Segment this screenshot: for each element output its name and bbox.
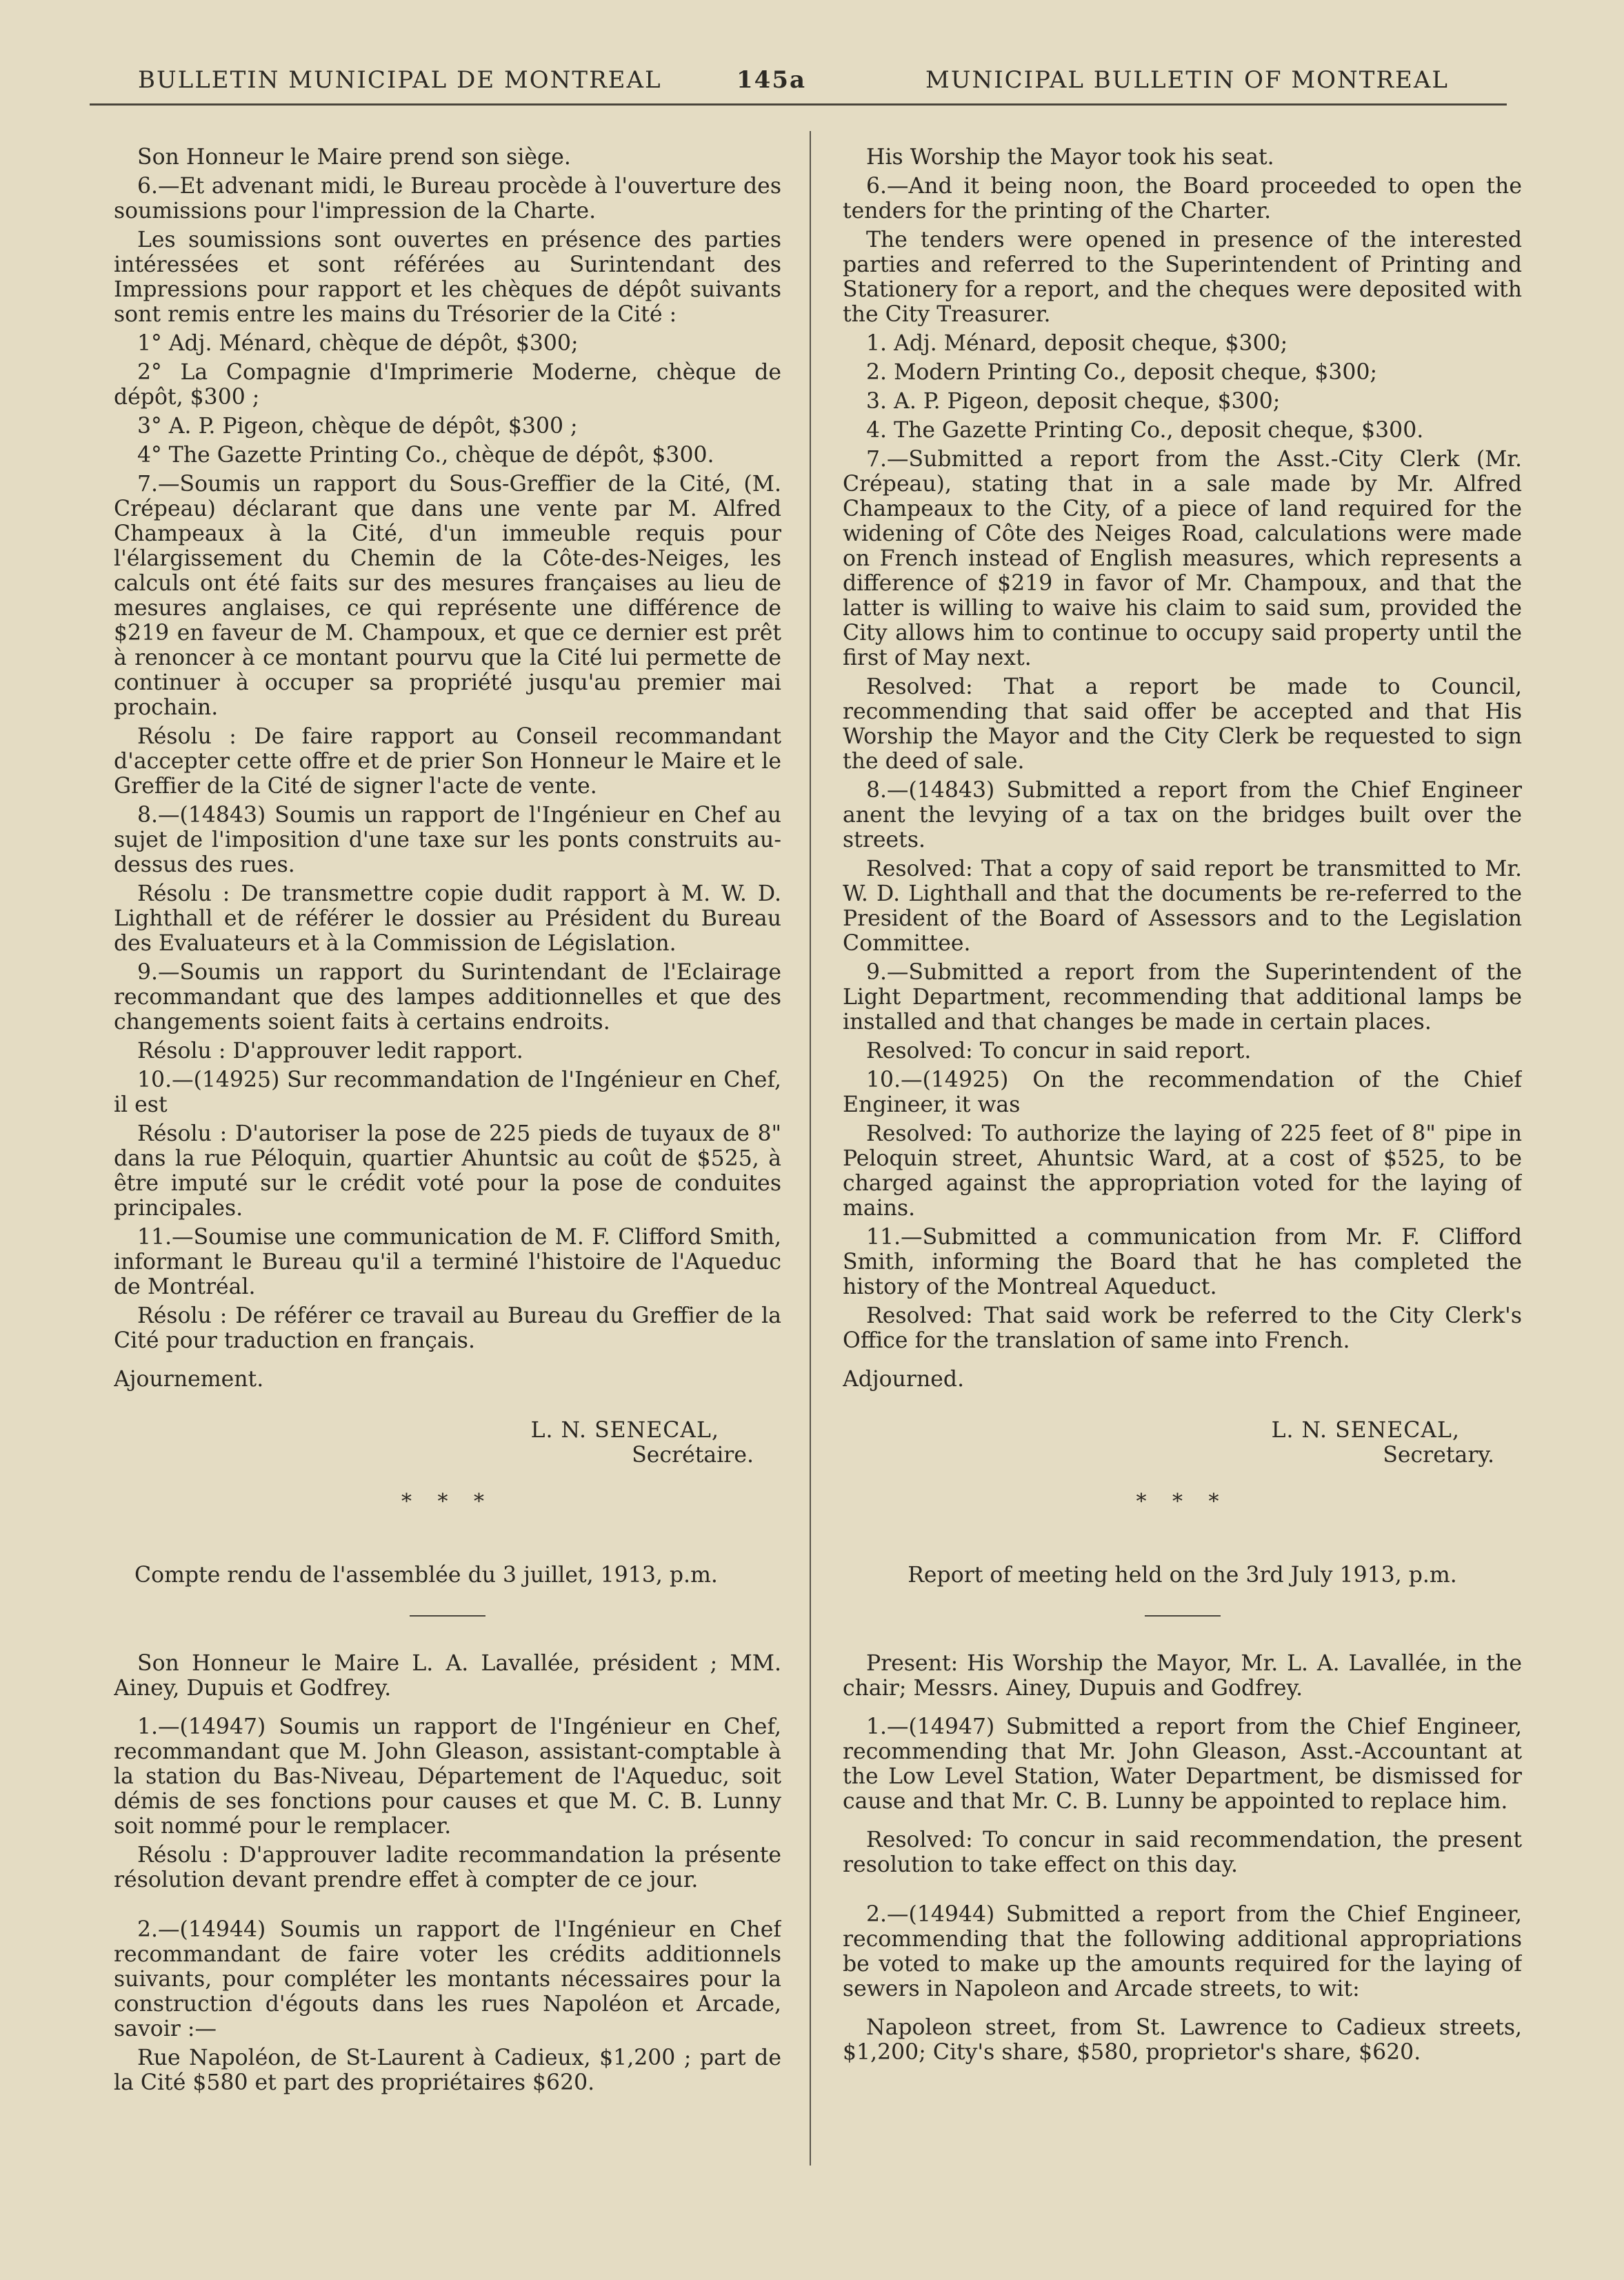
resolution: Résolu : De transmettre copie dudit rapport à M. W. D. Lighthall et de référer le dossier au Président du Bureau des Evaluateurs et à la Commission de Législation. <box>114 881 781 956</box>
list-item: 4° The Gazette Printing Co., chèque de dépôt, $300. <box>137 443 714 468</box>
attendance: Son Honneur le Maire L. A. Lavallée, président ; MM. Ainey, Dupuis et Godfrey. <box>114 1651 781 1701</box>
paragraph: 6.—Et advenant midi, le Bureau procède à l'ouverture des soumissions pour l'impression de la Charte. <box>114 174 781 223</box>
paragraph: 8.—(14843) Submitted a report from the Chief Engineer anent the levying of a tax on the bridges built over the streets. <box>843 778 1522 852</box>
header-left-title: BULLETIN MUNICIPAL DE MONTREAL <box>138 66 662 94</box>
adjournment: Ajournement. <box>114 1367 264 1392</box>
resolution: Resolved: That said work be referred to the City Clerk's Office for the translation of same into French. <box>843 1303 1522 1353</box>
paragraph: 2.—(14944) Submitted a report from the Chief Engineer, recommending that the following additional appropriations be voted to make up the amounts required for the laying of sewers in Napoleon and Arcade streets, to wit: <box>843 1902 1522 2001</box>
header-rule <box>90 103 1507 106</box>
list-item: 3. A. P. Pigeon, deposit cheque, $300; <box>866 389 1281 414</box>
paragraph: 7.—Soumis un rapport du Sous-Greffier de la Cité, (M. Crépeau) déclarant que dans une vente par M. Alfred Champeaux à la Cité, d'un immeuble requis pour l'élargissement du Chemin de la Côte-des-Neiges, les calculs ont été faits sur des mesures françaises au lieu de mesures anglaises, ce qui représente une différence de $219 en faveur de M. Champoux, et que ce dernier est prêt à renoncer à ce montant pourvu que la Cité lui permette de continuer à occuper sa propriété jusqu'au premier mai prochain. <box>114 472 781 720</box>
list-item: 2° La Compagnie d'Imprimerie Moderne, chèque de dépôt, $300 ; <box>114 360 781 410</box>
signature-title: Secretary. <box>1383 1443 1494 1468</box>
paragraph: Son Honneur le Maire prend son siège. <box>137 145 571 170</box>
report-title: Compte rendu de l'assemblée du 3 juillet, 1913, p.m. <box>134 1563 718 1588</box>
paragraph: Napoleon street, from St. Lawrence to Cadieux streets, $1,200; City's share, $580, proprietor's share, $620. <box>843 2015 1522 2065</box>
section-stars: * * * <box>401 1490 494 1514</box>
resolution: Résolu : D'approuver ladite recommandation la présente résolution devant prendre effet à compter de ce jour. <box>114 1843 781 1892</box>
resolution: Resolved: To authorize the laying of 225 feet of 8" pipe in Peloquin street, Ahuntsic Ward, at a cost of $525, to be charged against the appropriation voted for the laying of mains. <box>843 1121 1522 1221</box>
paragraph: 10.—(14925) On the recommendation of the Chief Engineer, it was <box>843 1068 1522 1117</box>
short-rule <box>1145 1615 1221 1617</box>
resolution: Resolved: That a report be made to Council, recommending that said offer be accepted and that His Worship the Mayor and the City Clerk be requested to sign the deed of sale. <box>843 674 1522 774</box>
signature: L. N. SENECAL, <box>530 1418 719 1443</box>
paragraph: 9.—Submitted a report from the Superintendent of the Light Department, recommending that additional lamps be installed and that changes be made in certain places. <box>843 960 1522 1034</box>
paragraph: 8.—(14843) Soumis un rapport de l'Ingénieur en Chef au sujet de l'imposition d'une taxe sur les ponts construits au-dessus des rues. <box>114 803 781 877</box>
list-item: 1. Adj. Ménard, deposit cheque, $300; <box>866 331 1288 356</box>
resolution: Resolved: That a copy of said report be transmitted to Mr. W. D. Lighthall and that the documents be re-referred to the President of the Board of Assessors and to the Legislation Committee. <box>843 857 1522 956</box>
paragraph: His Worship the Mayor took his seat. <box>866 145 1274 170</box>
resolution: Résolu : De référer ce travail au Bureau du Greffier de la Cité pour traduction en français. <box>114 1303 781 1353</box>
paragraph: 2.—(14944) Soumis un rapport de l'Ingénieur en Chef recommandant de faire voter les crédits additionnels suivants, pour compléter les montants nécessaires pour la construction d'égouts dans les rues Napoléon et Arcade, savoir :— <box>114 1917 781 2041</box>
list-item: 2. Modern Printing Co., deposit cheque, $300; <box>866 360 1378 385</box>
list-item: 1° Adj. Ménard, chèque de dépôt, $300; <box>137 331 579 356</box>
paragraph: 10.—(14925) Sur recommandation de l'Ingénieur en Chef, il est <box>114 1068 781 1117</box>
column-divider <box>810 131 811 2166</box>
signature-title: Secrétaire. <box>632 1443 754 1468</box>
signature: L. N. SENECAL, <box>1271 1418 1460 1443</box>
paragraph: Rue Napoléon, de St-Laurent à Cadieux, $1,200 ; part de la Cité $580 et part des propriétaires $620. <box>114 2046 781 2095</box>
section-stars: * * * <box>1136 1490 1229 1514</box>
paragraph: 9.—Soumis un rapport du Surintendant de l'Eclairage recommandant que des lampes additionnelles et que des changements soient faits à certains endroits. <box>114 960 781 1034</box>
resolution: Résolu : De faire rapport au Conseil recommandant d'accepter cette offre et de prier Son Honneur le Maire et le Greffier de la Cité de signer l'acte de vente. <box>114 724 781 799</box>
paragraph: 11.—Submitted a communication from Mr. F. Clifford Smith, informing the Board that he has completed the history of the Montreal Aqueduct. <box>843 1225 1522 1299</box>
resolution: Résolu : D'approuver ledit rapport. <box>137 1039 523 1063</box>
resolution: Résolu : D'autoriser la pose de 225 pieds de tuyaux de 8" dans la rue Péloquin, quartier Ahuntsic au coût de $525, à être imputé sur le crédit voté pour la pose de conduites principales. <box>114 1121 781 1221</box>
paragraph: 1.—(14947) Submitted a report from the Chief Engineer, recommending that Mr. John Gleason, Asst.-Accountant at the Low Level Station, Water Department, be dismissed for cause and that Mr. C. B. Lunny be appointed to replace him. <box>843 1714 1522 1814</box>
short-rule <box>410 1615 485 1617</box>
paragraph: 7.—Submitted a report from the Asst.-City Clerk (Mr. Crépeau), stating that in a sale made by Mr. Alfred Champeaux to the City, of a piece of land required for the widening of Côte des Neiges Road, calculations were made on French instead of English measures, which represents a difference of $219 in favor of Mr. Champoux, and that the latter is willing to waive his claim to said sum, provided the City allows him to continue to occupy said property until the first of May next. <box>843 447 1522 670</box>
header-right-title: MUNICIPAL BULLETIN OF MONTREAL <box>925 66 1450 94</box>
list-item: 3° A. P. Pigeon, chèque de dépôt, $300 ; <box>137 414 578 439</box>
english-column <box>843 145 1522 2269</box>
list-item: 4. The Gazette Printing Co., deposit cheque, $300. <box>866 418 1424 443</box>
paragraph: 1.—(14947) Soumis un rapport de l'Ingénieur en Chef, recommandant que M. John Gleason, assistant-comptable à la station du Bas-Niveau, Département de l'Aqueduc, soit démis de ses fonctions pour causes et que M. C. B. Lunny soit nommé pour le remplacer. <box>114 1714 781 1839</box>
french-column <box>114 145 781 2269</box>
paragraph: The tenders were opened in presence of the interested parties and referred to the Superintendent of Printing and Stationery for a report, and the cheques were deposited with the City Treasurer. <box>843 228 1522 327</box>
paragraph: Les soumissions sont ouvertes en présence des parties intéressées et sont référées au Surintendant des Impressions pour rapport et les chèques de dépôt suivants sont remis entre les mains du Trésorier de la Cité : <box>114 228 781 327</box>
report-title: Report of meeting held on the 3rd July 1913, p.m. <box>908 1563 1457 1588</box>
attendance: Present: His Worship the Mayor, Mr. L. A. Lavallée, in the chair; Messrs. Ainey, Dupuis and Godfrey. <box>843 1651 1522 1701</box>
paragraph: 6.—And it being noon, the Board proceeded to open the tenders for the printing of the Charter. <box>843 174 1522 223</box>
paragraph: 11.—Soumise une communication de M. F. Clifford Smith, informant le Bureau qu'il a terminé l'histoire de l'Aqueduc de Montréal. <box>114 1225 781 1299</box>
resolution: Resolved: To concur in said recommendation, the present resolution to take effect on this day. <box>843 1828 1522 1877</box>
page-number: 145a <box>736 66 807 94</box>
adjournment: Adjourned. <box>843 1367 965 1392</box>
resolution: Resolved: To concur in said report. <box>866 1039 1252 1063</box>
